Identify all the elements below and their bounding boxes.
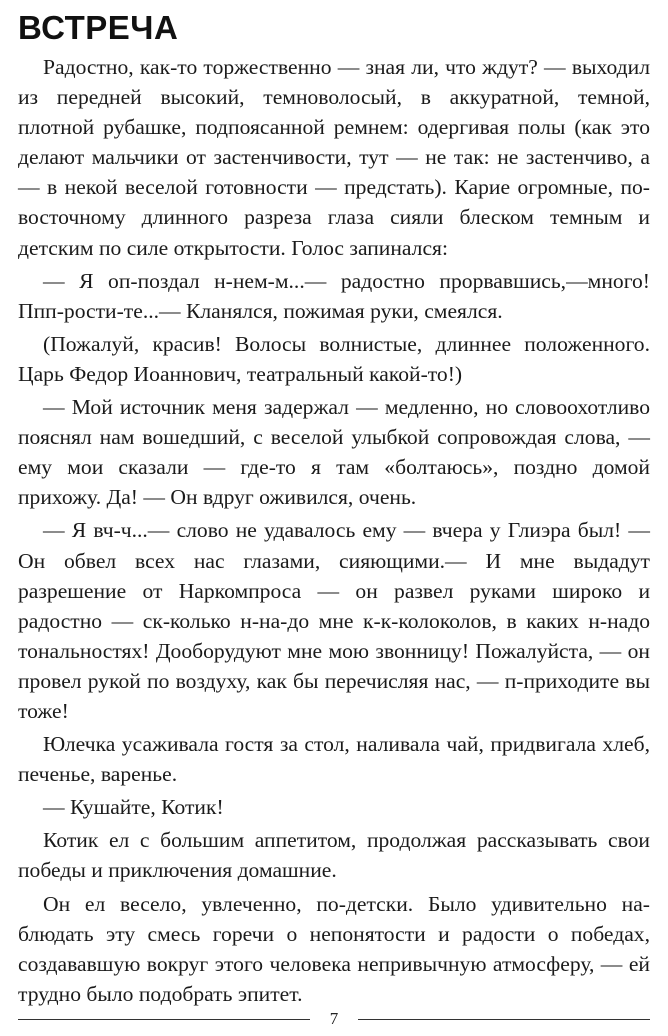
chapter-title: ВСТРЕЧА xyxy=(18,9,179,46)
body-text xyxy=(18,52,650,1012)
paragraph: — Я оп-поздал н-нем-м...— радостно прорвавшись,—много! Ппп-рости-те...— Кланялся, пожимая руки, смеялся. xyxy=(18,268,650,323)
paragraph: Радостно, как-то торжественно — зная ли, что ждут? — выходил из передней высокий, темноволосый, в аккуратной, темной, плотной рубашке, подпоясанной ремнем: одергивая полы (как это делают мальчики от застенчивости, тут — не так: не застенчиво, а — в некой веселой готовности — предстать). Карие огромные, по-восточному длинного разреза глаза сияли блеском темным и детским по силе открытости. Голос запинался: xyxy=(18,55,650,260)
page-footer xyxy=(18,1007,650,1033)
footer-rule-left xyxy=(18,1019,310,1020)
page-number: 7 xyxy=(329,1009,339,1028)
paragraph: — Мой источник меня задержал — медленно, но словоохотливо пояснял нам вошедший, с веселой улыбкой сопровождая слова, — ему мои сказали — где-то я там «болтаюсь», поздно домой прихожу. Да! — Он вдруг оживился, очень. xyxy=(18,395,650,510)
paragraph: — Я вч-ч...— слово не удавалось ему — вчера у Глиэра был! — Он обвел всех нас глазами, сияющими.— И мне выдадут разрешение от Наркомпроса — он развел руками широко и радостно — ск-колько н-на-до мне к-к-колоколов, в каких н-надо тональностях! Дооборудуют мне мою звонницу! Пожалуйста, — он провел рукой по воздуху, как бы перечисляя нас, — п-приходите вы тоже! xyxy=(18,518,650,723)
paragraph: Он ел весело, увлеченно, по-детски. Было удивительно наблюдать эту смесь горечи о непонятости и радости о победах, создававшую вокруг этого человека непривычную атмосферу, — ей трудно было подобрать эпитет. xyxy=(18,891,650,1006)
paragraph: — Кушайте, Котик! xyxy=(43,795,224,820)
paragraph: Юлечка усаживала гостя за стол, наливала чай, придвигала хлеб, печенье, варенье. xyxy=(18,732,650,787)
footer-rule-right xyxy=(358,1019,650,1020)
paragraph: Котик ел с большим аппетитом, продолжая рассказывать свои победы и приключения домашние. xyxy=(18,828,650,883)
paragraph: (Пожалуй, красив! Волосы волнистые, длиннее положенного. Царь Федор Иоаннович, театральный какой-то!) xyxy=(18,331,650,386)
